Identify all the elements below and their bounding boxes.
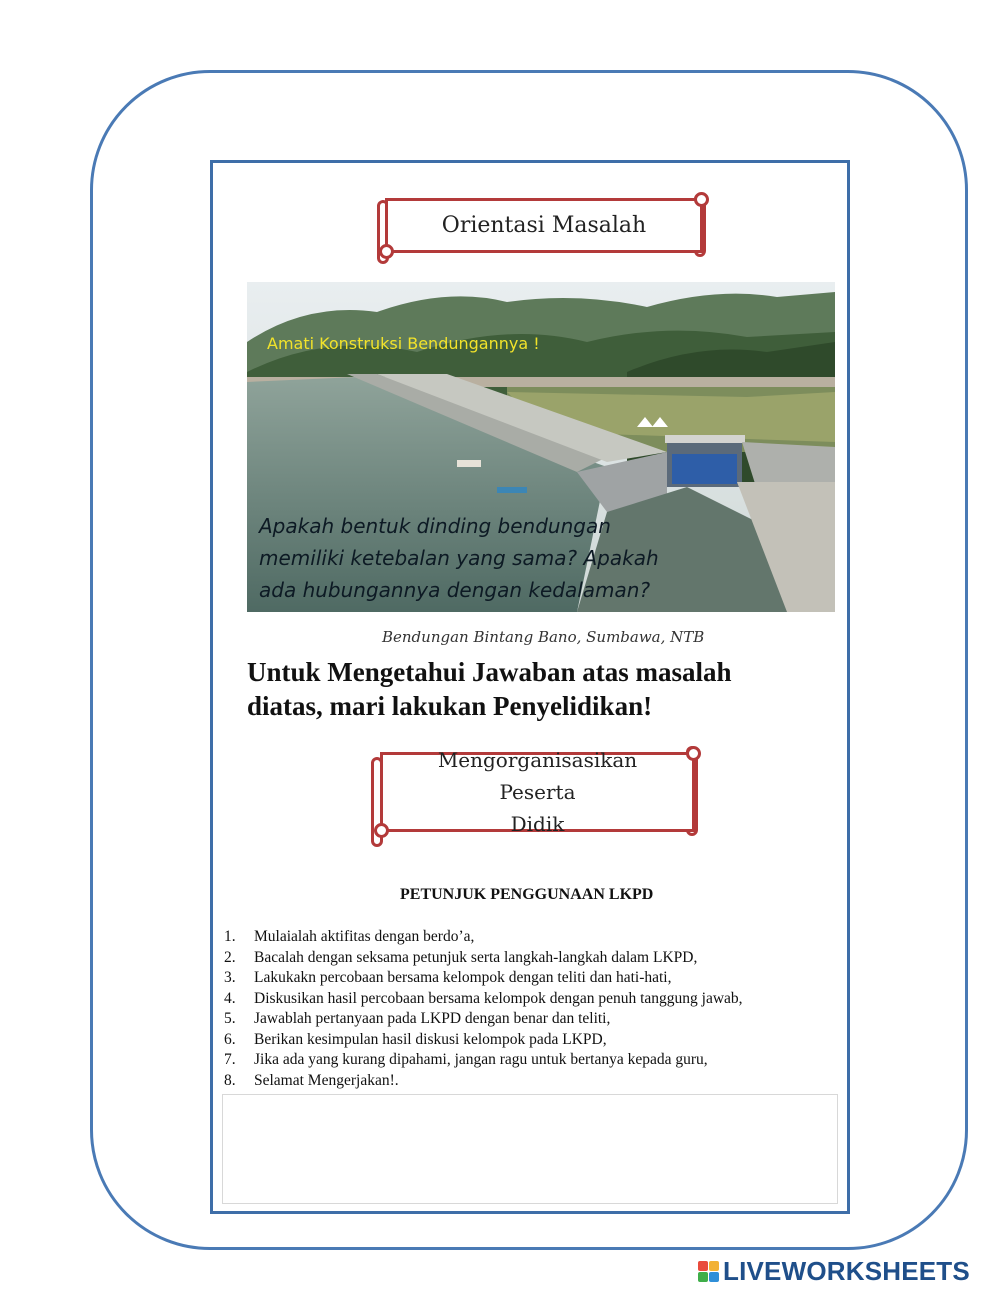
- question-line: memiliki ketebalan yang sama? Apakah: [259, 546, 659, 570]
- list-item: [224, 1030, 844, 1051]
- photo-caption: Bendungan Bintang Bano, Sumbawa, NTB: [382, 628, 705, 646]
- item-number: 4.: [224, 989, 236, 1007]
- orientasi-label: Orientasi Masalah: [441, 213, 647, 238]
- instructions-title: PETUNJUK PENGGUNAAN LKPD: [400, 886, 654, 903]
- photo-instruction: Amati Konstruksi Bendungannya !: [267, 334, 540, 353]
- logo-tile: [698, 1272, 708, 1282]
- item-text: Jawablah pertanyaan pada LKPD dengan benar dan teliti,: [254, 1010, 611, 1027]
- organisasi-label: [403, 744, 672, 840]
- logo-tile: [709, 1261, 719, 1271]
- photo-question: [259, 510, 719, 606]
- heading-line: Untuk Mengetahui Jawaban atas masalah: [247, 657, 732, 687]
- item-text: Bacalah dengan seksama petunjuk serta langkah-langkah dalam LKPD,: [254, 948, 698, 966]
- question-line: Apakah bentuk dinding bendungan: [259, 514, 611, 538]
- item-text: Lakukakn percobaan bersama kelompok dengan teliti dan hati-hati,: [254, 969, 672, 986]
- heading-line: diatas, mari lakukan Penyelidikan!: [247, 691, 653, 721]
- logo-tile: [709, 1272, 719, 1282]
- logo-tile: [698, 1261, 708, 1271]
- list-item: [224, 1009, 844, 1030]
- organisasi-label-line: Mengorganisasikan Peserta: [437, 748, 638, 804]
- list-item: [224, 948, 844, 969]
- item-text: Mulaialah aktifitas dengan berdo’a,: [254, 928, 475, 945]
- item-number: 2.: [224, 948, 236, 966]
- logo-icon: [698, 1261, 719, 1282]
- organisasi-label-line: Didik: [510, 812, 565, 836]
- item-number: 5.: [224, 1010, 236, 1027]
- list-item: [224, 968, 844, 989]
- answer-textbox[interactable]: [222, 1094, 838, 1204]
- orientasi-banner: [385, 198, 703, 253]
- logo-text: LIVEWORKSHEETS: [723, 1256, 970, 1286]
- list-item: [224, 1050, 844, 1071]
- liveworksheets-logo[interactable]: [698, 1256, 970, 1287]
- list-item: [224, 927, 844, 948]
- item-number: 1.: [224, 928, 236, 945]
- list-item: [224, 1071, 844, 1092]
- list-item: [224, 989, 844, 1010]
- item-text: Diskusikan hasil percobaan bersama kelompok dengan penuh tanggung jawab,: [254, 989, 743, 1007]
- item-text: Berikan kesimpulan hasil diskusi kelompok pada LKPD,: [254, 1030, 607, 1048]
- instructions-list: [224, 927, 844, 1091]
- item-number: 6.: [224, 1030, 236, 1048]
- organisasi-banner: [380, 748, 695, 836]
- item-text: Selamat Mengerjakan!.: [254, 1071, 399, 1089]
- question-line: ada hubungannya dengan kedalaman?: [259, 578, 651, 602]
- dam-photo: [247, 282, 835, 612]
- item-text: Jika ada yang kurang dipahami, jangan ragu untuk bertanya kepada guru,: [254, 1051, 708, 1068]
- item-number: 3.: [224, 969, 236, 986]
- item-number: 8.: [224, 1071, 236, 1089]
- item-number: 7.: [224, 1051, 236, 1068]
- main-heading: [247, 655, 827, 723]
